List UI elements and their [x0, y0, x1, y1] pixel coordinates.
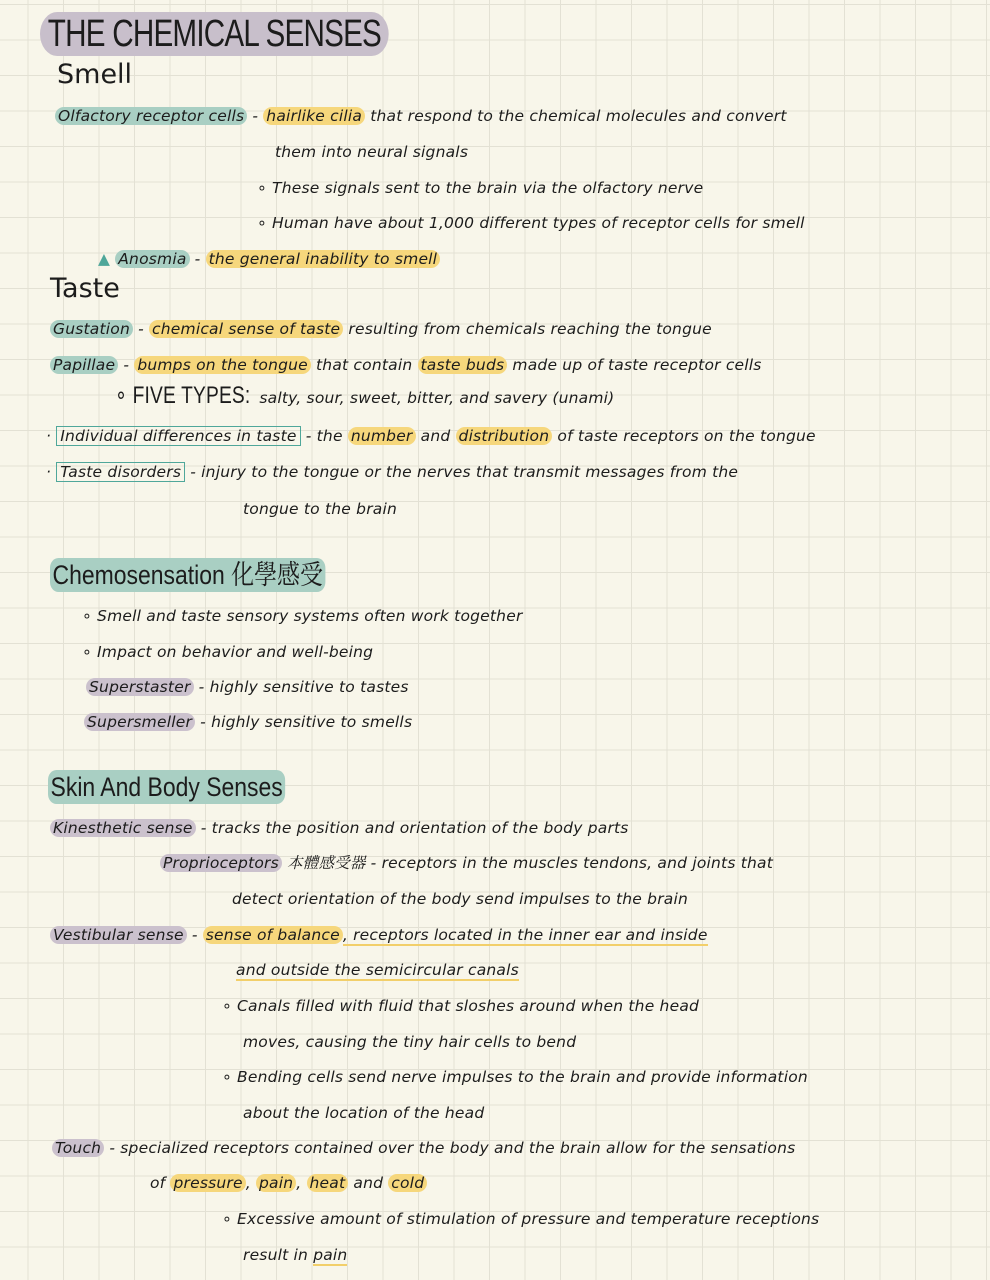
note-line	[82, 604, 523, 628]
note-line	[243, 1243, 347, 1267]
note-text: resulting from chemicals reaching the tongue	[343, 320, 712, 338]
yellow-highlight-term: cold	[388, 1174, 427, 1192]
note-text: made up of taste receptor cells	[507, 356, 762, 374]
yellow-highlight-term: number	[348, 427, 416, 445]
note-line	[222, 1065, 808, 1089]
purple-highlight-term: Supersmeller	[84, 713, 195, 731]
yellow-highlight-term: sense of balance	[203, 926, 343, 944]
note-line	[150, 1171, 427, 1195]
note-line	[222, 994, 699, 1018]
teal-highlight-term: Anosmia	[115, 250, 189, 268]
note-text: of	[150, 1174, 171, 1192]
note-line	[98, 247, 440, 271]
yellow-highlight-term: distribution	[456, 427, 553, 445]
triangle-icon: ▲	[98, 250, 116, 268]
box-highlight-term: Taste disorders	[56, 462, 185, 482]
note-text: moves, causing the tiny hair cells to bend	[243, 1033, 577, 1051]
ul-highlight-term: , receptors located in the inner ear and inside	[342, 926, 708, 944]
note-text: ∘ Smell and taste sensory systems often work together	[82, 607, 523, 625]
ul-highlight-term: pain	[313, 1246, 348, 1264]
note-text: ∘ Excessive amount of stimulation of pressure and temperature receptions	[222, 1210, 820, 1228]
yellow-highlight-term: the general inability to smell	[206, 250, 441, 268]
note-line	[243, 1101, 484, 1125]
purple-highlight-term: Superstaster	[86, 678, 194, 696]
note-text: - specialized receptors contained over the body and the brain allow for the sensations	[104, 1139, 796, 1157]
ul-highlight-term: and outside the semicircular canals	[236, 961, 519, 979]
yellow-highlight-term: hairlike cilia	[263, 107, 365, 125]
note-line	[236, 958, 519, 982]
yellow-highlight-term: pain	[256, 1174, 296, 1192]
note-text: ,	[245, 1174, 256, 1192]
note-line	[46, 460, 738, 484]
heading-chemosensation: Chemosensation 化學感受	[50, 558, 326, 592]
note-line	[160, 851, 773, 875]
note-text: and	[415, 427, 456, 445]
note-line	[232, 887, 688, 911]
note-text: tongue to the brain	[243, 500, 398, 518]
note-line	[50, 353, 762, 377]
note-text: 本體感受器 - receptors in the muscles tendons, and joints that	[281, 854, 774, 872]
note-text: that respond to the chemical molecules and convert	[365, 107, 787, 125]
note-text: ·	[46, 427, 57, 445]
note-text: - injury to the tongue or the nerves that transmit messages from the	[185, 463, 739, 481]
teal-highlight-term: Papillae	[50, 356, 118, 374]
note-text: -	[189, 250, 206, 268]
note-text: and	[348, 1174, 389, 1192]
yellow-highlight-term: chemical sense of taste	[149, 320, 343, 338]
big-highlight-term: ∘ FIVE TYPES:	[115, 382, 251, 409]
note-text: - the	[300, 427, 348, 445]
note-line	[257, 176, 703, 200]
page-title: THE CHEMICAL SENSES	[40, 12, 389, 56]
teal-highlight-term: Gustation	[50, 320, 133, 338]
note-text: - tracks the position and orientation of the body parts	[195, 819, 629, 837]
heading-taste: Taste	[50, 273, 120, 304]
note-text: -	[247, 107, 264, 125]
note-line	[86, 675, 409, 699]
note-text: ,	[296, 1174, 307, 1192]
note-line	[50, 816, 629, 840]
yellow-highlight-term: taste buds	[418, 356, 508, 374]
note-line	[243, 1030, 576, 1054]
purple-highlight-term: Touch	[52, 1139, 104, 1157]
note-text: detect orientation of the body send impulses to the brain	[232, 890, 689, 908]
note-text: them into neural signals	[275, 143, 469, 161]
yellow-highlight-term: heat	[307, 1174, 349, 1192]
note-text: result in	[243, 1246, 314, 1264]
note-text: -	[186, 926, 203, 944]
note-line	[52, 1136, 795, 1160]
note-line	[115, 384, 614, 410]
note-text: about the location of the head	[243, 1104, 485, 1122]
note-text: -	[118, 356, 135, 374]
note-text: of taste receptors on the tongue	[552, 427, 816, 445]
note-text: salty, sour, sweet, bitter, and savery (unami)	[254, 389, 615, 407]
yellow-highlight-term: bumps on the tongue	[134, 356, 311, 374]
note-line	[50, 317, 712, 341]
heading-skin-body-senses: Skin And Body Senses	[48, 770, 285, 804]
heading-smell: Smell	[57, 59, 133, 90]
note-line	[222, 1207, 819, 1231]
note-line	[50, 923, 708, 947]
note-text: ∘ Bending cells send nerve impulses to the brain and provide information	[222, 1068, 808, 1086]
note-text: - highly sensitive to tastes	[193, 678, 409, 696]
purple-highlight-term: Kinesthetic sense	[50, 819, 196, 837]
purple-highlight-term: Vestibular sense	[50, 926, 187, 944]
note-line	[84, 710, 412, 734]
note-line	[275, 140, 468, 164]
note-text: ∘ Impact on behavior and well-being	[82, 643, 374, 661]
note-line	[46, 424, 816, 448]
yellow-highlight-term: pressure	[170, 1174, 245, 1192]
note-text: ∘ Canals filled with fluid that sloshes around when the head	[222, 997, 700, 1015]
note-text: -	[132, 320, 150, 338]
note-text: - highly sensitive to smells	[195, 713, 413, 731]
note-line	[82, 640, 373, 664]
note-text: that contain	[310, 356, 418, 374]
box-highlight-term: Individual differences in taste	[56, 426, 300, 446]
note-line	[55, 104, 787, 128]
purple-highlight-term: Proprioceptors	[160, 854, 282, 872]
note-text: ∘ These signals sent to the brain via the olfactory nerve	[257, 179, 704, 197]
note-text: ·	[46, 463, 57, 481]
note-line	[243, 497, 397, 521]
note-line	[257, 211, 805, 235]
note-text: ∘ Human have about 1,000 different types of receptor cells for smell	[257, 214, 805, 232]
teal-highlight-term: Olfactory receptor cells	[55, 107, 247, 125]
